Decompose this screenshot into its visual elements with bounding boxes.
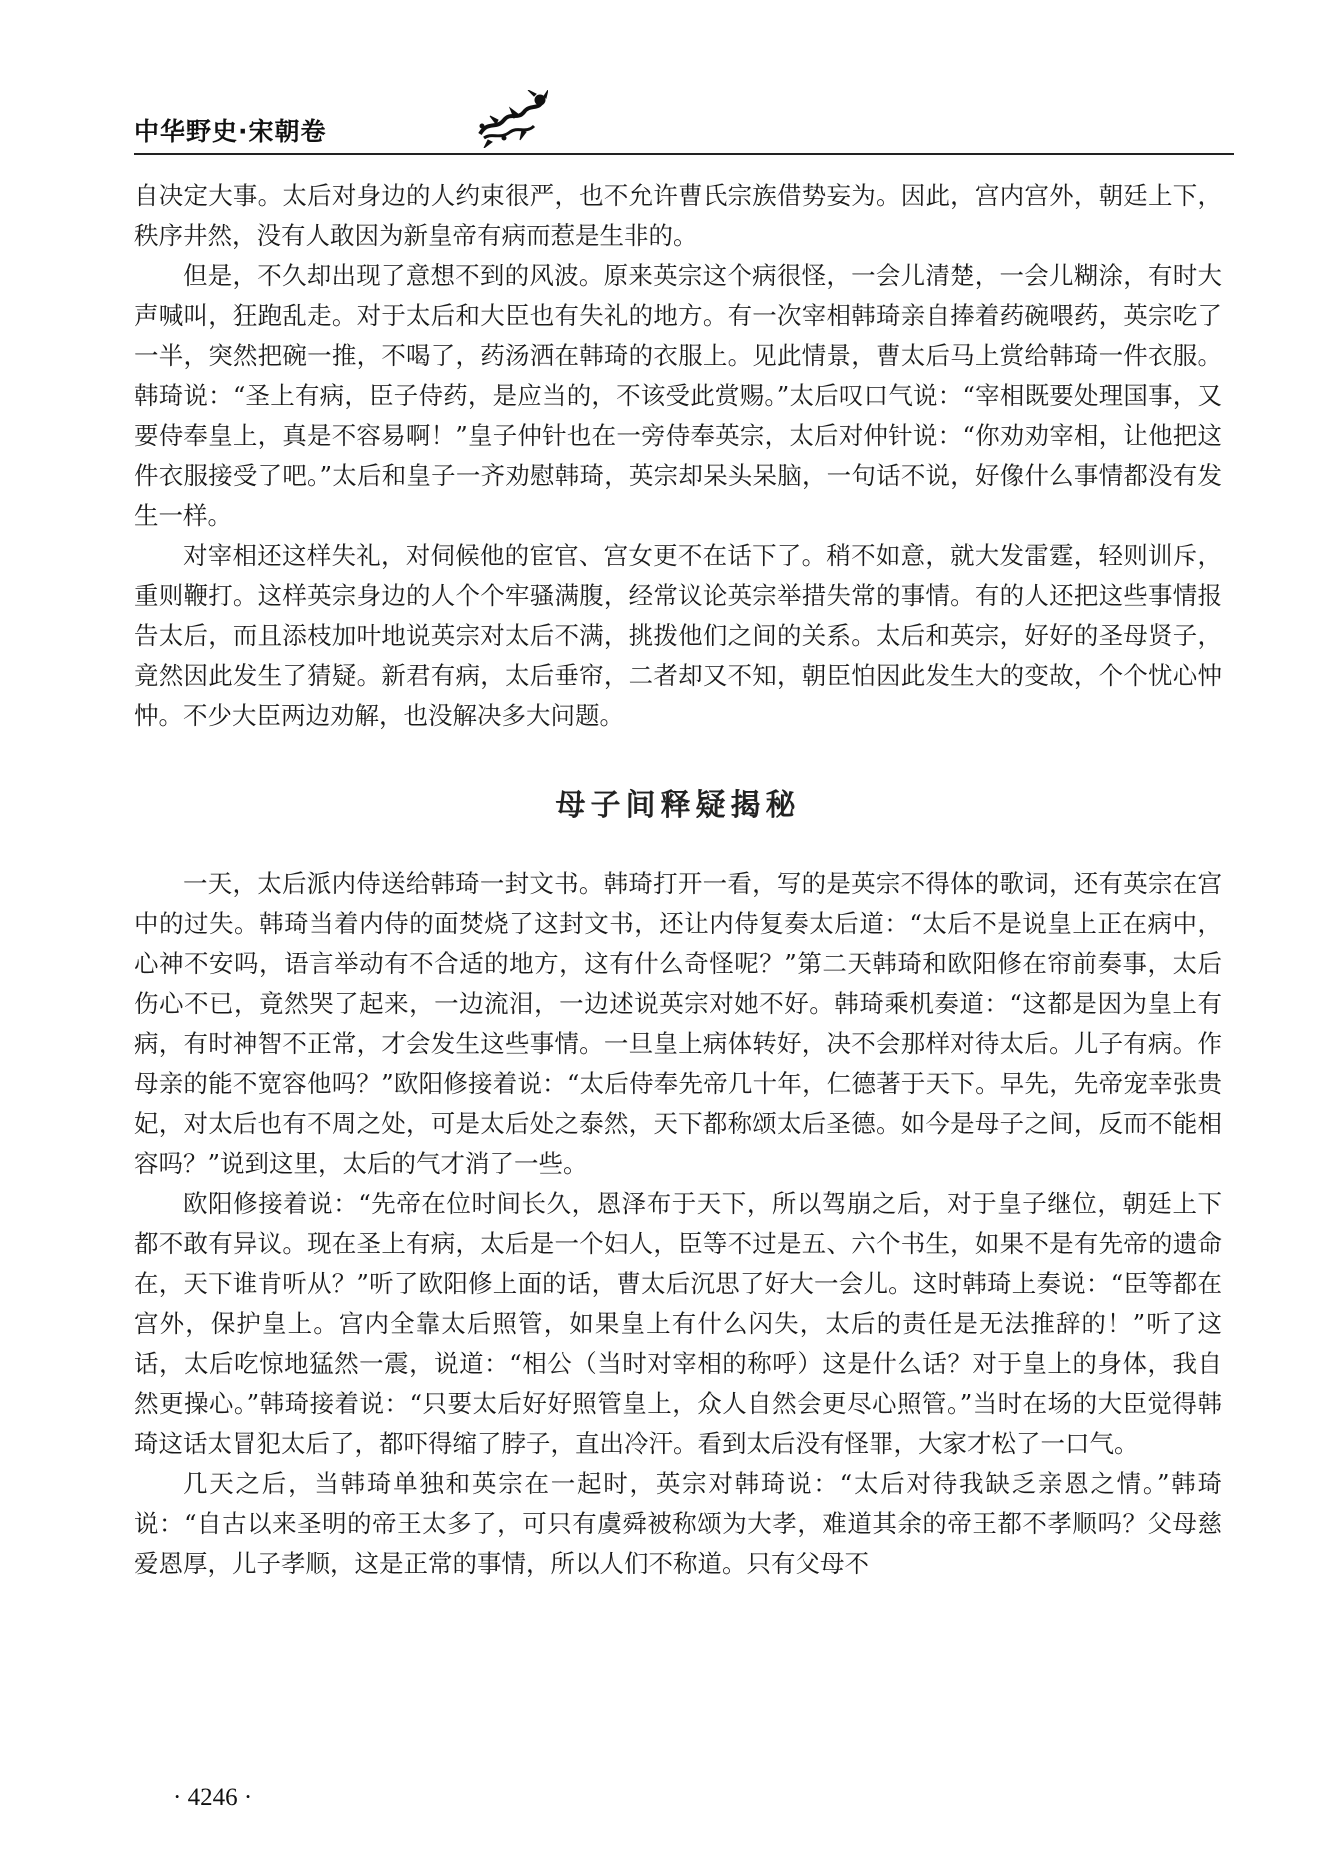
- paragraph: 欧阳修接着说：“先帝在位时间长久，恩泽布于天下，所以驾崩之后，对于皇子继位，朝廷上下都不敢有异议。现在圣上有病，太后是一个妇人，臣等不过是五、六个书生，如果不是有先帝的遗命在，天下谁肯听从？”听了欧阳修上面的话，曹太后沉思了好大一会儿。这时韩琦上奏说：“臣等都在宫外，保护皇上。宫内全靠太后照管，如果皇上有什么闪失，太后的责任是无法推辞的！”听了这话，太后吃惊地猛然一震，说道：“相公（当时对宰相的称呼）这是什么话？对于皇上的身体，我自然更操心。”韩琦接着说：“只要太后好好照管皇上，众人自然会更尽心照管。”当时在场的大臣觉得韩琦这话太冒犯太后了，都吓得缩了脖子，直出冷汗。看到太后没有怪罪，大家才松了一口气。: [134, 1189, 1222, 1458]
- paragraph: 但是，不久却出现了意想不到的风波。原来英宗这个病很怪，一会儿清楚，一会儿糊涂，有时大声喊叫，狂跑乱走。对于太后和大臣也有失礼的地方。有一次宰相韩琦亲自捧着药碗喂药，英宗吃了一半，突然把碗一推，不喝了，药汤洒在韩琦的衣服上。见此情景，曹太后马上赏给韩琦一件衣服。韩琦说：“圣上有病，臣子侍药，是应当的，不该受此赏赐。”太后叹口气说：“宰相既要处理国事，又要侍奉皇上，真是不容易啊！”皇子仲针也在一旁侍奉英宗，太后对仲针说：“你劝劝宰相，让他把这件衣服接受了吧。”太后和皇子一齐劝慰韩琦，英宗却呆头呆脑，一句话不说，好像什么事情都没有发生一样。: [134, 261, 1222, 530]
- paragraph: 几天之后，当韩琦单独和英宗在一起时，英宗对韩琦说：“太后对待我缺乏亲恩之情。”韩琦说：“自古以来圣明的帝王太多了，可只有虞舜被称颂为大孝，难道其余的帝王都不孝顺吗？父母慈爱恩厚，儿子孝顺，这是正常的事情，所以人们不称道。只有父母不: [134, 1469, 1222, 1578]
- header-divider: [134, 153, 1234, 155]
- paragraph: 自决定大事。太后对身边的人约束很严，也不允许曹氏宗族借势妄为。因此，宫内宫外，朝廷上下，秩序井然，没有人敢因为新皇帝有病而惹是生非的。: [134, 181, 1222, 250]
- section-heading: 母子间释疑揭秘: [555, 788, 801, 823]
- paragraph: 对宰相还这样失礼，对伺候他的宦官、宫女更不在话下了。稍不如意，就大发雷霆，轻则训斥，重则鞭打。这样英宗身边的人个个牢骚满腹，经常议论英宗举措失常的事情。有的人还把这些事情报告太后，而且添枝加叶地说英宗对太后不满，挑拨他们之间的关系。太后和英宗，好好的圣母贤子，竟然因此发生了猜疑。新君有病，太后垂帘，二者却又不知，朝臣怕因此发生大的变故，个个忧心忡忡。不少大臣两边劝解，也没解决多大问题。: [134, 541, 1222, 730]
- dragon-emblem-icon: [474, 90, 548, 148]
- page-number: · 4246 ·: [173, 1784, 253, 1811]
- paragraph: 一天，太后派内侍送给韩琦一封文书。韩琦打开一看，写的是英宗不得体的歌词，还有英宗在宫中的过失。韩琦当着内侍的面焚烧了这封文书，还让内侍复奏太后道：“太后不是说皇上正在病中，心神不安吗，语言举动有不合适的地方，这有什么奇怪呢？”第二天韩琦和欧阳修在帘前奏事，太后伤心不已，竟然哭了起来，一边流泪，一边述说英宗对她不好。韩琦乘机奏道：“这都是因为皇上有病，有时神智不正常，才会发生这些事情。一旦皇上病体转好，决不会那样对待太后。儿子有病。作母亲的能不宽容他吗？”欧阳修接着说：“太后侍奉先帝几十年，仁德著于天下。早先，先帝宠幸张贵妃，对太后也有不周之处，可是太后处之泰然，天下都称颂太后圣德。如今是母子之间，反而不能相容吗？”说到这里，太后的气才消了一些。: [134, 869, 1222, 1178]
- book-title: 中华野史·宋朝卷: [134, 117, 327, 146]
- running-header: [134, 90, 1234, 150]
- page-body: [134, 176, 1222, 1584]
